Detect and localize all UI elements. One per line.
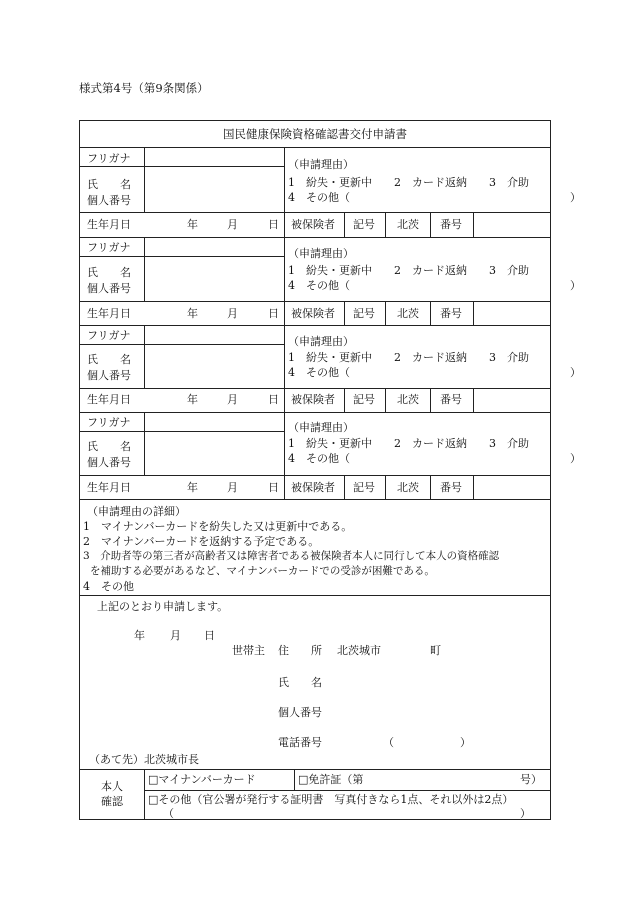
insured-label: 被保険者 xyxy=(291,218,335,231)
furigana-divider xyxy=(80,344,284,345)
name-label: 氏 名 xyxy=(87,266,131,279)
furigana-label: フリガナ xyxy=(87,416,131,429)
reason-heading: （申請理由） xyxy=(288,421,354,434)
personal-number-label: 個人番号 xyxy=(87,456,131,469)
phone-label: 電話番号 xyxy=(278,736,322,749)
symbol-value-divider xyxy=(385,212,386,237)
symbol-value: 北茨 xyxy=(397,393,419,406)
reason-column-divider xyxy=(284,237,285,301)
declaration-day-label: 日 xyxy=(204,629,215,642)
addressee: （あて先）北茨城市長 xyxy=(89,753,199,766)
symbol-value-divider xyxy=(385,388,386,412)
symbol-left-divider xyxy=(344,388,345,412)
symbol-label: 記号 xyxy=(353,481,375,494)
number-value-divider xyxy=(473,388,474,412)
number-value-divider xyxy=(473,475,474,499)
reason-heading: （申請理由） xyxy=(288,158,354,171)
option-mynumber-card[interactable]: □マイナンバーカード xyxy=(148,773,256,786)
symbol-value: 北茨 xyxy=(397,481,419,494)
birthdate-label: 生年月日 xyxy=(87,218,131,231)
insured-label: 被保険者 xyxy=(291,393,335,406)
birth-year-label: 年 xyxy=(187,307,198,320)
block-bottom xyxy=(80,499,550,500)
address-label: 住 所 xyxy=(278,644,322,657)
details-item-4: 4 その他 xyxy=(83,580,134,593)
symbol-value-divider xyxy=(385,475,386,499)
label-column-divider xyxy=(144,325,145,388)
form-number: 様式第4号（第9条関係） xyxy=(79,81,209,95)
reason-line-1: 1 紛失・更新中 2 カード返納 3 介助 xyxy=(288,351,529,364)
reason-heading: （申請理由） xyxy=(288,335,354,348)
furigana-divider xyxy=(80,166,284,167)
insured-left-divider xyxy=(284,475,285,499)
birth-row-top xyxy=(80,212,550,213)
reason-line-2: 4 その他（ ） xyxy=(288,279,581,292)
verification-label-line-1: 本人 xyxy=(101,780,123,793)
birth-year-label: 年 xyxy=(187,481,198,494)
details-item-3-line-1: 3 介助者等の第三者が高齢者又は障害者である被保険者本人に同行して本人の資格確認 xyxy=(83,550,500,562)
form-title: 国民健康保険資格確認書交付申請書 xyxy=(223,127,407,141)
symbol-value-divider xyxy=(385,301,386,325)
details-item-3-line-2: を補助する必要があるなど、マイナンバーカードでの受診が困難である。 xyxy=(90,565,435,577)
town-label: 町 xyxy=(430,644,441,657)
block-bottom xyxy=(80,412,550,413)
birth-month-label: 月 xyxy=(227,481,238,494)
other-id-paren-open: （ xyxy=(163,807,174,820)
birth-day-label: 日 xyxy=(268,218,279,231)
title-divider xyxy=(80,147,550,148)
furigana-label: フリガナ xyxy=(87,241,131,254)
personal-number-label: 個人番号 xyxy=(87,369,131,382)
insured-label: 被保険者 xyxy=(291,481,335,494)
number-label: 番号 xyxy=(440,481,462,494)
symbol-left-divider xyxy=(344,301,345,325)
birth-day-label: 日 xyxy=(268,307,279,320)
declaration-statement: 上記のとおり申請します。 xyxy=(97,600,229,613)
reason-line-1: 1 紛失・更新中 2 カード返納 3 介助 xyxy=(288,264,529,277)
license-number-suffix: 号） xyxy=(520,773,542,786)
insured-left-divider xyxy=(284,301,285,325)
option-other-id[interactable]: □その他（官公署が発行する証明書 写真付きなら1点、それ以外は2点） xyxy=(148,793,514,806)
symbol-label: 記号 xyxy=(353,307,375,320)
other-id-paren-close: ） xyxy=(520,807,531,820)
verification-label-divider xyxy=(144,769,145,819)
name-label: 氏 名 xyxy=(87,178,131,191)
symbol-label: 記号 xyxy=(353,218,375,231)
insured-left-divider xyxy=(284,388,285,412)
symbol-value: 北茨 xyxy=(397,218,419,231)
details-item-2: 2 マイナンバーカードを返納する予定である。 xyxy=(83,535,320,548)
label-column-divider xyxy=(144,147,145,212)
reason-column-divider xyxy=(284,412,285,475)
license-divider xyxy=(294,769,295,790)
phone-parentheses: （ ） xyxy=(383,736,471,749)
reason-line-2: 4 その他（ ） xyxy=(288,191,581,204)
reason-column-divider xyxy=(284,325,285,388)
birth-month-label: 月 xyxy=(227,393,238,406)
head-personal-number-label: 個人番号 xyxy=(278,706,322,719)
name-label: 氏 名 xyxy=(87,353,131,366)
number-label: 番号 xyxy=(440,218,462,231)
birth-month-label: 月 xyxy=(227,218,238,231)
birth-row-top xyxy=(80,301,550,302)
declaration-bottom xyxy=(80,769,550,770)
birth-month-label: 月 xyxy=(227,307,238,320)
reason-line-2: 4 その他（ ） xyxy=(288,366,581,379)
birthdate-label: 生年月日 xyxy=(87,481,131,494)
number-label: 番号 xyxy=(440,307,462,320)
details-item-1: 1 マイナンバーカードを紛失した又は更新中である。 xyxy=(83,520,353,533)
declaration-year-label: 年 xyxy=(134,629,145,642)
birth-row-top xyxy=(80,388,550,389)
birth-year-label: 年 xyxy=(187,218,198,231)
furigana-divider xyxy=(80,431,284,432)
reason-column-divider xyxy=(284,147,285,212)
insured-left-divider xyxy=(284,212,285,237)
name-label: 氏 名 xyxy=(87,440,131,453)
number-left-divider xyxy=(430,388,431,412)
block-bottom xyxy=(80,325,550,326)
birth-day-label: 日 xyxy=(268,393,279,406)
furigana-label: フリガナ xyxy=(87,152,131,165)
number-label: 番号 xyxy=(440,393,462,406)
household-head-label: 世帯主 xyxy=(232,644,265,657)
head-name-label: 氏 名 xyxy=(278,676,322,689)
personal-number-label: 個人番号 xyxy=(87,282,131,295)
furigana-divider xyxy=(80,256,284,257)
symbol-value: 北茨 xyxy=(397,307,419,320)
label-column-divider xyxy=(144,412,145,475)
option-drivers-license[interactable]: □免許証（第 xyxy=(298,773,364,786)
furigana-label: フリガナ xyxy=(87,329,131,342)
details-heading: （申請理由の詳細） xyxy=(87,505,186,518)
reason-line-2: 4 その他（ ） xyxy=(288,452,581,465)
reason-line-1: 1 紛失・更新中 2 カード返納 3 介助 xyxy=(288,437,529,450)
number-left-divider xyxy=(430,301,431,325)
insured-label: 被保険者 xyxy=(291,307,335,320)
number-left-divider xyxy=(430,212,431,237)
number-left-divider xyxy=(430,475,431,499)
birth-day-label: 日 xyxy=(268,481,279,494)
reason-heading: （申請理由） xyxy=(288,247,354,260)
birth-year-label: 年 xyxy=(187,393,198,406)
details-bottom xyxy=(80,595,550,596)
block-bottom xyxy=(80,237,550,238)
number-value-divider xyxy=(473,301,474,325)
personal-number-label: 個人番号 xyxy=(87,194,131,207)
verification-row-divider xyxy=(144,790,550,791)
label-column-divider xyxy=(144,237,145,301)
symbol-left-divider xyxy=(344,212,345,237)
symbol-left-divider xyxy=(344,475,345,499)
city-name: 北茨城市 xyxy=(337,644,381,657)
birthdate-label: 生年月日 xyxy=(87,307,131,320)
number-value-divider xyxy=(473,212,474,237)
application-form xyxy=(79,120,581,820)
birth-row-top xyxy=(80,475,550,476)
declaration-month-label: 月 xyxy=(170,629,181,642)
reason-line-1: 1 紛失・更新中 2 カード返納 3 介助 xyxy=(288,176,529,189)
symbol-label: 記号 xyxy=(353,393,375,406)
birthdate-label: 生年月日 xyxy=(87,393,131,406)
verification-label-line-2: 確認 xyxy=(101,795,123,808)
